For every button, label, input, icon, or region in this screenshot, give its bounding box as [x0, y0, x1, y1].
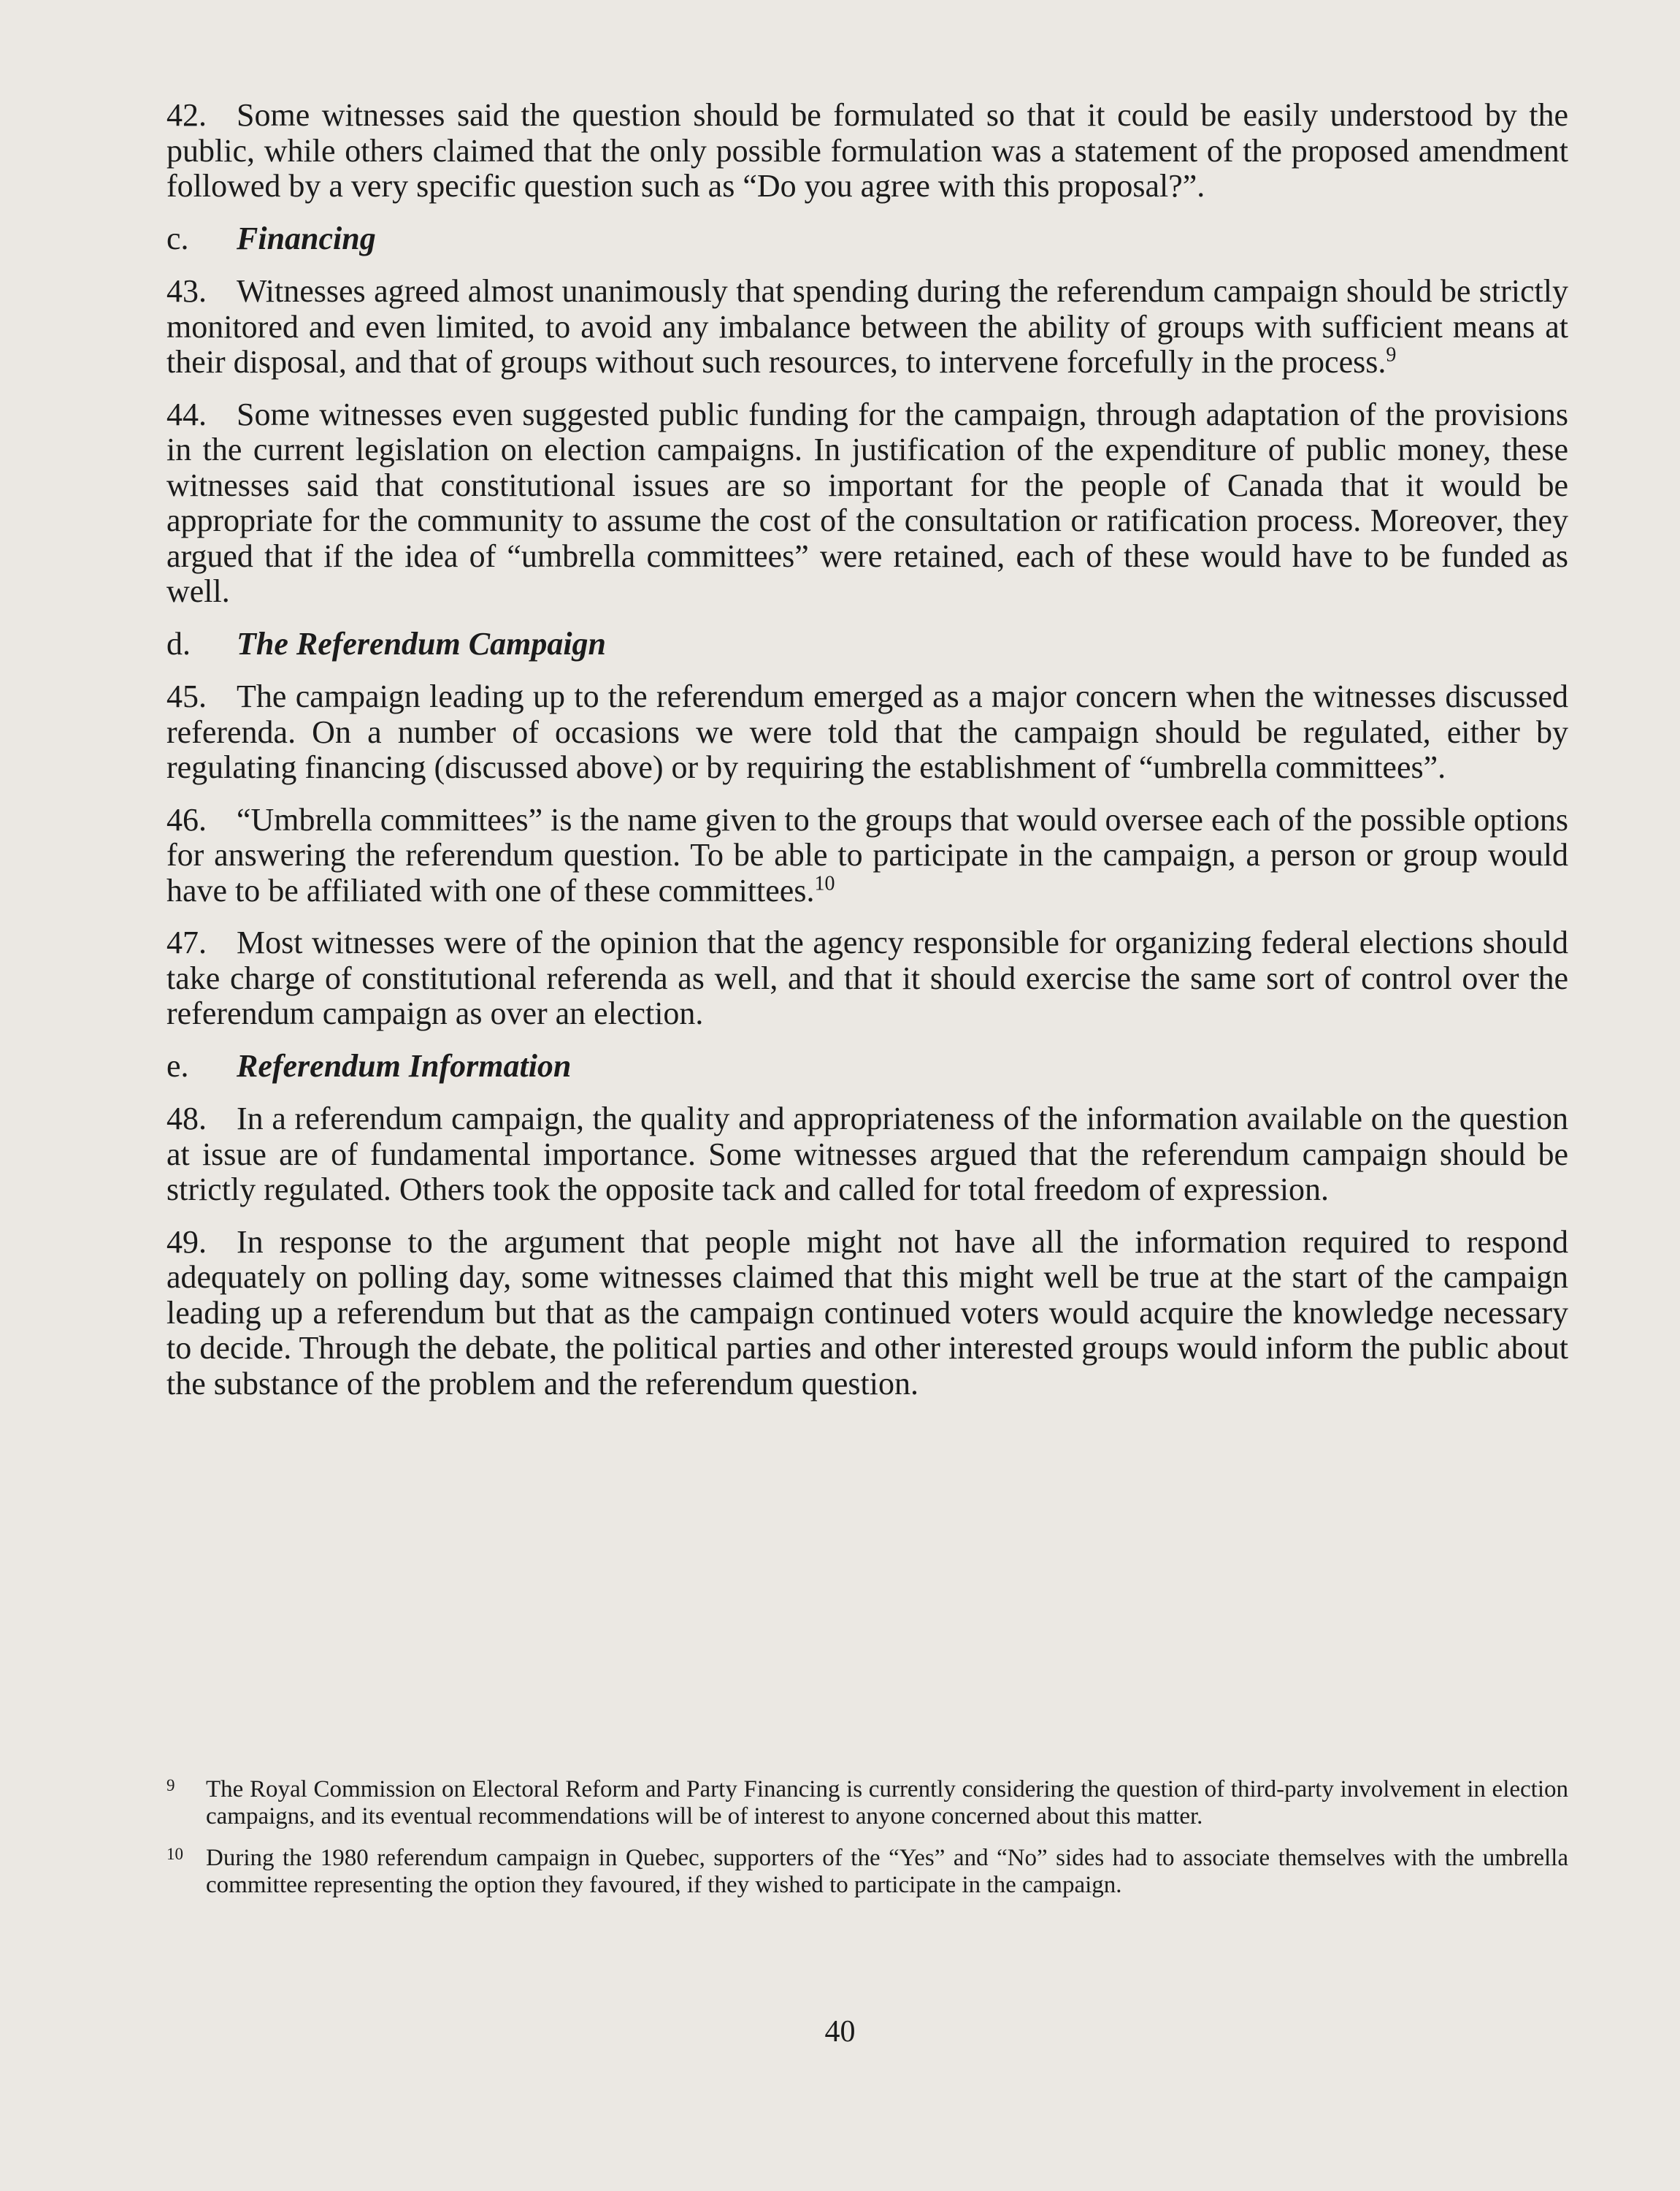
footnote-ref-9[interactable]: 9 [1386, 343, 1397, 367]
paragraph-text: Witnesses agreed almost unanimously that spending during the referendum campaign should be strictly monitored and even limited, to avoid any imbalance between the ability of groups with sufficient means at their disposal, and that of groups without such resources, to intervene forcefully in the process. [166, 273, 1568, 380]
section-heading-financing [166, 221, 1568, 257]
section-title: Financing [237, 220, 376, 256]
paragraph-number: 48. [166, 1101, 207, 1136]
section-letter: c. [166, 220, 189, 256]
paragraph-number: 49. [166, 1223, 207, 1260]
paragraph-48 [166, 1101, 1568, 1208]
paragraph-42 [166, 98, 1568, 204]
body-text [166, 98, 1568, 1418]
section-heading-referendum-information [166, 1049, 1568, 1085]
paragraph-number: 42. [166, 97, 207, 133]
paragraph-text: In a referendum campaign, the quality and appropriateness of the information available on the question at issue are of fundamental importance. Some witnesses argued that the referendum campaign should be strictly regulated. Others took the opposite tack and called for total freedom of expression. [166, 1101, 1568, 1207]
section-title: The Referendum Campaign [237, 625, 607, 662]
footnote-number: 10 [166, 1845, 183, 1863]
paragraph-text: “Umbrella committees” is the name given to the groups that would oversee each of the possible options for answering the referendum question. To be able to participate in the campaign, a person or group would have to be affiliated with one of these committees. [166, 801, 1568, 909]
section-letter: e. [166, 1047, 189, 1084]
section-heading-referendum-campaign [166, 627, 1568, 662]
paragraph-number: 43. [166, 273, 207, 309]
footnote-10 [166, 1845, 1568, 1899]
footnote-9 [166, 1776, 1568, 1830]
paragraph-46 [166, 803, 1568, 909]
footnotes [166, 1776, 1568, 1913]
paragraph-49 [166, 1225, 1568, 1402]
paragraph-44 [166, 397, 1568, 610]
paragraph-text: Some witnesses said the question should be formulated so that it could be easily understood by the public, while others claimed that the only possible formulation was a statement of the proposed amendment followed by a very specific question such as “Do you agree with this proposal?”. [166, 97, 1568, 204]
section-letter: d. [166, 625, 191, 662]
footnote-ref-10[interactable]: 10 [814, 872, 835, 895]
paragraph-text: The campaign leading up to the referendum emerged as a major concern when the witnesses discussed referenda. On a number of occasions we were told that the campaign should be regulated, either by regulating financing (discussed above) or by requiring the establishment of “umbrella committees”. [166, 678, 1568, 785]
footnote-number: 9 [166, 1776, 175, 1794]
paragraph-number: 45. [166, 678, 207, 714]
paragraph-43 [166, 274, 1568, 381]
paragraph-number: 47. [166, 925, 207, 960]
paragraph-47 [166, 925, 1568, 1032]
paragraph-number: 44. [166, 396, 207, 432]
paragraph-45 [166, 679, 1568, 786]
paragraph-text: Some witnesses even suggested public funding for the campaign, through adaptation of the provisions in the current legislation on election campaigns. In justification of the expenditure of public money, these witnesses said that constitutional issues are so important for the people of Canada that it would be appropriate for the community to assume the cost of the consultation or ratification process. Moreover, they argued that if the idea of “umbrella committees” were retained, each of these would have to be funded as well. [166, 396, 1568, 609]
paragraph-text: Most witnesses were of the opinion that the agency responsible for organizing federal elections should take charge of constitutional referenda as well, and that it should exercise the same sort of control over the referendum campaign as over an election. [166, 925, 1568, 1031]
paragraph-number: 46. [166, 801, 207, 838]
footnote-text: The Royal Commission on Electoral Reform and Party Financing is currently considering the question of third-party involvement in election campaigns, and its eventual recommendations will be of interest to anyone concerned about this matter. [206, 1776, 1568, 1829]
page-number: 40 [824, 2015, 856, 2049]
footnote-text: During the 1980 referendum campaign in Quebec, supporters of the “Yes” and “No” sides had to associate themselves with the umbrella committee representing the option they favoured, if they wished to participate in the campaign. [206, 1845, 1568, 1898]
paragraph-text: In response to the argument that people might not have all the information required to respond adequately on polling day, some witnesses claimed that this might well be true at the start of the campaign leading up a referendum but that as the campaign continued voters would acquire the knowledge necessary to decide. Through the debate, the political parties and other interested groups would inform the public about the substance of the problem and the referendum question. [166, 1223, 1568, 1402]
section-title: Referendum Information [237, 1047, 572, 1084]
